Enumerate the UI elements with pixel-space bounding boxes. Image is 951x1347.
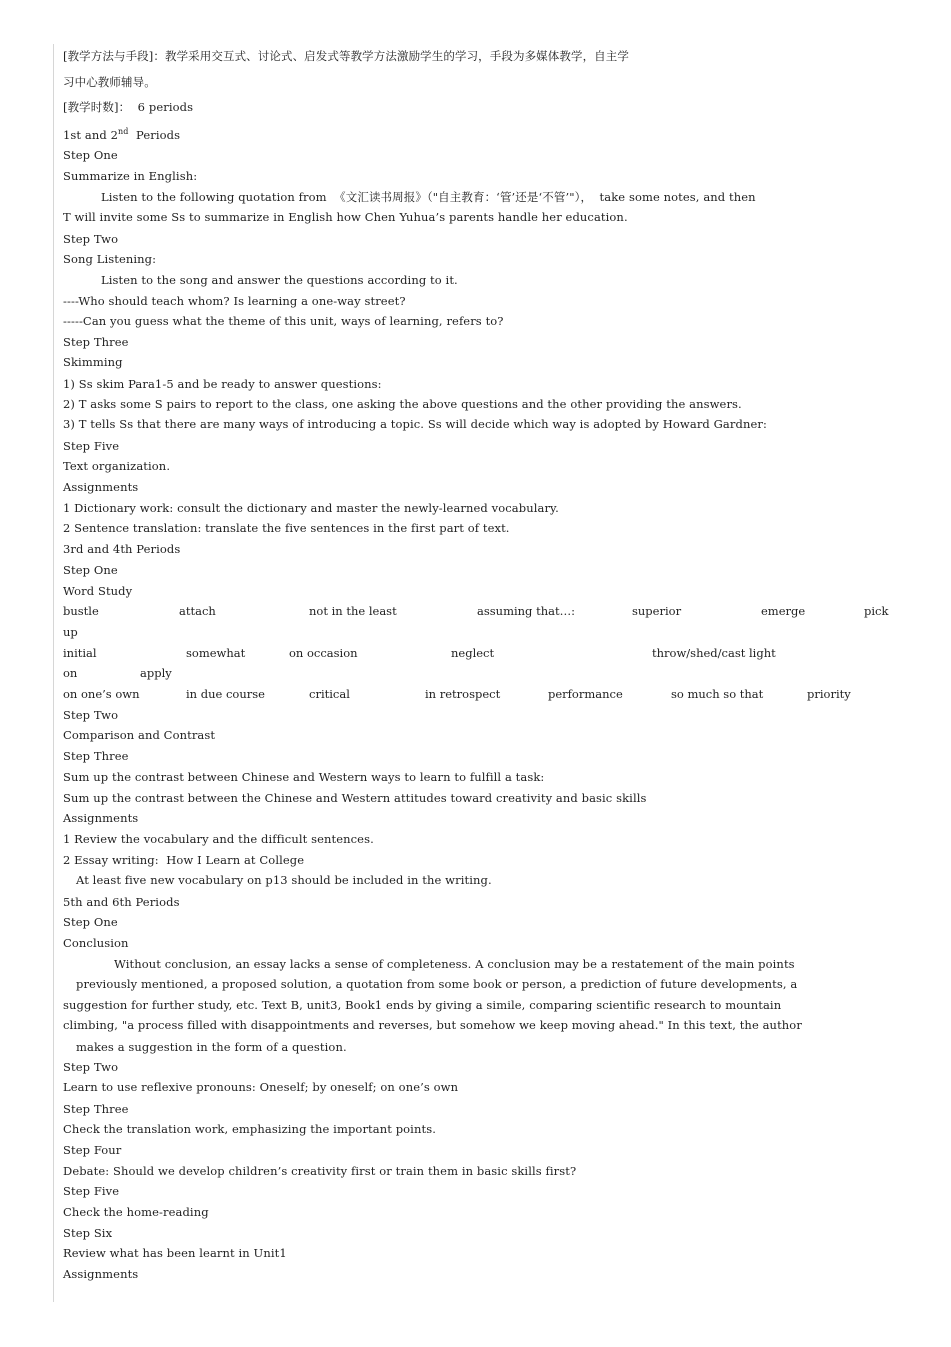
vocab-word: not in the least: [309, 604, 397, 618]
vocab-word: on one’s own: [63, 687, 140, 701]
step-label: Step Two: [63, 1060, 119, 1074]
paragraph-line: Check the home-reading: [63, 1205, 209, 1219]
list-item: 1 Review the vocabulary and the difficult sentences.: [63, 832, 374, 846]
paragraph-line: Without conclusion, an essay lacks a sense of completeness. A conclusion may be a restatement of the main points: [114, 957, 795, 971]
step-title: Comparison and Contrast: [63, 728, 216, 742]
vocab-word: attach: [179, 604, 216, 618]
paragraph-line: previously mentioned, a proposed solution, a quotation from some book or person, a prediction of future developments, a: [76, 977, 798, 991]
teaching-hours: [教学时数]： 6 periods: [63, 100, 194, 114]
vocab-word: neglect: [451, 646, 495, 660]
vocab-word: superior: [632, 604, 682, 618]
step-label: Step Three: [63, 335, 129, 349]
list-item: 3) T tells Ss that there are many ways of introducing a topic. Ss will decide which way is adopted by Howard Gardner:: [63, 417, 767, 431]
periods-1-2-heading: 1st and 2nd Periods: [63, 127, 181, 142]
paragraph-line: Sum up the contrast between the Chinese and Western attitudes toward creativity and basic skills: [63, 791, 647, 805]
paragraph-line: At least five new vocabulary on p13 should be included in the writing.: [76, 873, 492, 887]
paragraph-line: Check the translation work, emphasizing the important points.: [63, 1122, 436, 1136]
vocab-word: up: [63, 625, 78, 639]
assignments-heading: Assignments: [63, 1267, 139, 1281]
step-label: Step Six: [63, 1226, 113, 1240]
step-title: Song Listening:: [63, 252, 157, 266]
vocab-word: initial: [63, 646, 97, 660]
vocab-word: throw/shed/cast light: [652, 646, 776, 660]
assignments-heading: Assignments: [63, 811, 139, 825]
step-title: Summarize in English:: [63, 169, 198, 183]
step-title: Skimming: [63, 355, 123, 369]
paragraph-line: Sum up the contrast between Chinese and Western ways to learn to fulfill a task:: [63, 770, 545, 784]
vocab-word: on occasion: [289, 646, 358, 660]
paragraph-line: suggestion for further study, etc. Text B, unit3, Book1 ends by giving a simile, comparing scientific research to mountain: [63, 998, 782, 1012]
step-label: Step Two: [63, 232, 119, 246]
step-label: Step One: [63, 563, 118, 577]
vocab-word: assuming that…:: [477, 604, 575, 618]
question-line: -----Can you guess what the theme of this unit, ways of learning, refers to?: [63, 314, 504, 328]
step-title: Conclusion: [63, 936, 129, 950]
vocab-word: on: [63, 666, 78, 680]
paragraph-line: T will invite some Ss to summarize in English how Chen Yuhua’s parents handle her education.: [63, 210, 628, 224]
list-item: 2 Essay writing: How I Learn at College: [63, 853, 305, 867]
vocab-word: somewhat: [186, 646, 246, 660]
vocab-word: emerge: [761, 604, 806, 618]
step-title: Text organization.: [63, 459, 171, 473]
assignments-heading: Assignments: [63, 480, 139, 494]
paragraph-line: Listen to the following quotation from 《文汇读书周报》（"自主教育：‘管’还是‘不管’"）， take some notes, and then: [101, 190, 756, 204]
vocab-word: in due course: [186, 687, 265, 701]
paragraph-line: makes a suggestion in the form of a question.: [76, 1040, 347, 1054]
list-item: 2) T asks some S pairs to report to the class, one asking the above questions and the other providing the answers.: [63, 397, 742, 411]
vocab-word: pick: [864, 604, 889, 618]
list-item: 1) Ss skim Para1-5 and be ready to answer questions:: [63, 377, 382, 391]
periods-3-4-heading: 3rd and 4th Periods: [63, 542, 181, 556]
vocab-word: performance: [548, 687, 623, 701]
periods-5-6-heading: 5th and 6th Periods: [63, 895, 180, 909]
vocab-word: in retrospect: [425, 687, 501, 701]
paragraph-line: Debate: Should we develop children’s creativity first or train them in basic skills first?: [63, 1164, 577, 1178]
step-label: Step Three: [63, 749, 129, 763]
vocab-word: priority: [807, 687, 851, 701]
list-item: 1 Dictionary work: consult the dictionary and master the newly-learned vocabulary.: [63, 501, 559, 515]
step-label: Step Two: [63, 708, 119, 722]
step-label: Step Three: [63, 1102, 129, 1116]
methods-line-2: 习中心教师辅导。: [63, 75, 156, 89]
step-label: Step Five: [63, 439, 120, 453]
step-label: Step Four: [63, 1143, 122, 1157]
paragraph-line: Review what has been learnt in Unit1: [63, 1246, 287, 1260]
vocab-word: apply: [140, 666, 172, 680]
vocab-word: bustle: [63, 604, 99, 618]
step-label: Step One: [63, 148, 118, 162]
step-title: Word Study: [63, 584, 133, 598]
methods-line-1: [教学方法与手段]：教学采用交互式、讨论式、启发式等教学方法激励学生的学习，手段为多媒体教学，自主学: [63, 49, 629, 63]
vocab-word: so much so that: [671, 687, 764, 701]
step-label: Step Five: [63, 1184, 120, 1198]
paragraph-line: climbing, "a process filled with disappointments and reverses, but somehow we keep moving ahead." In this text, the author: [63, 1018, 802, 1032]
list-item: 2 Sentence translation: translate the five sentences in the first part of text.: [63, 521, 510, 535]
question-line: ----Who should teach whom? Is learning a one-way street?: [63, 294, 406, 308]
paragraph-line: Listen to the song and answer the questions according to it.: [101, 273, 458, 287]
margin-rule: [53, 44, 54, 1302]
vocab-word: critical: [309, 687, 350, 701]
paragraph-line: Learn to use reflexive pronouns: Oneself; by oneself; on one’s own: [63, 1080, 459, 1094]
step-label: Step One: [63, 915, 118, 929]
